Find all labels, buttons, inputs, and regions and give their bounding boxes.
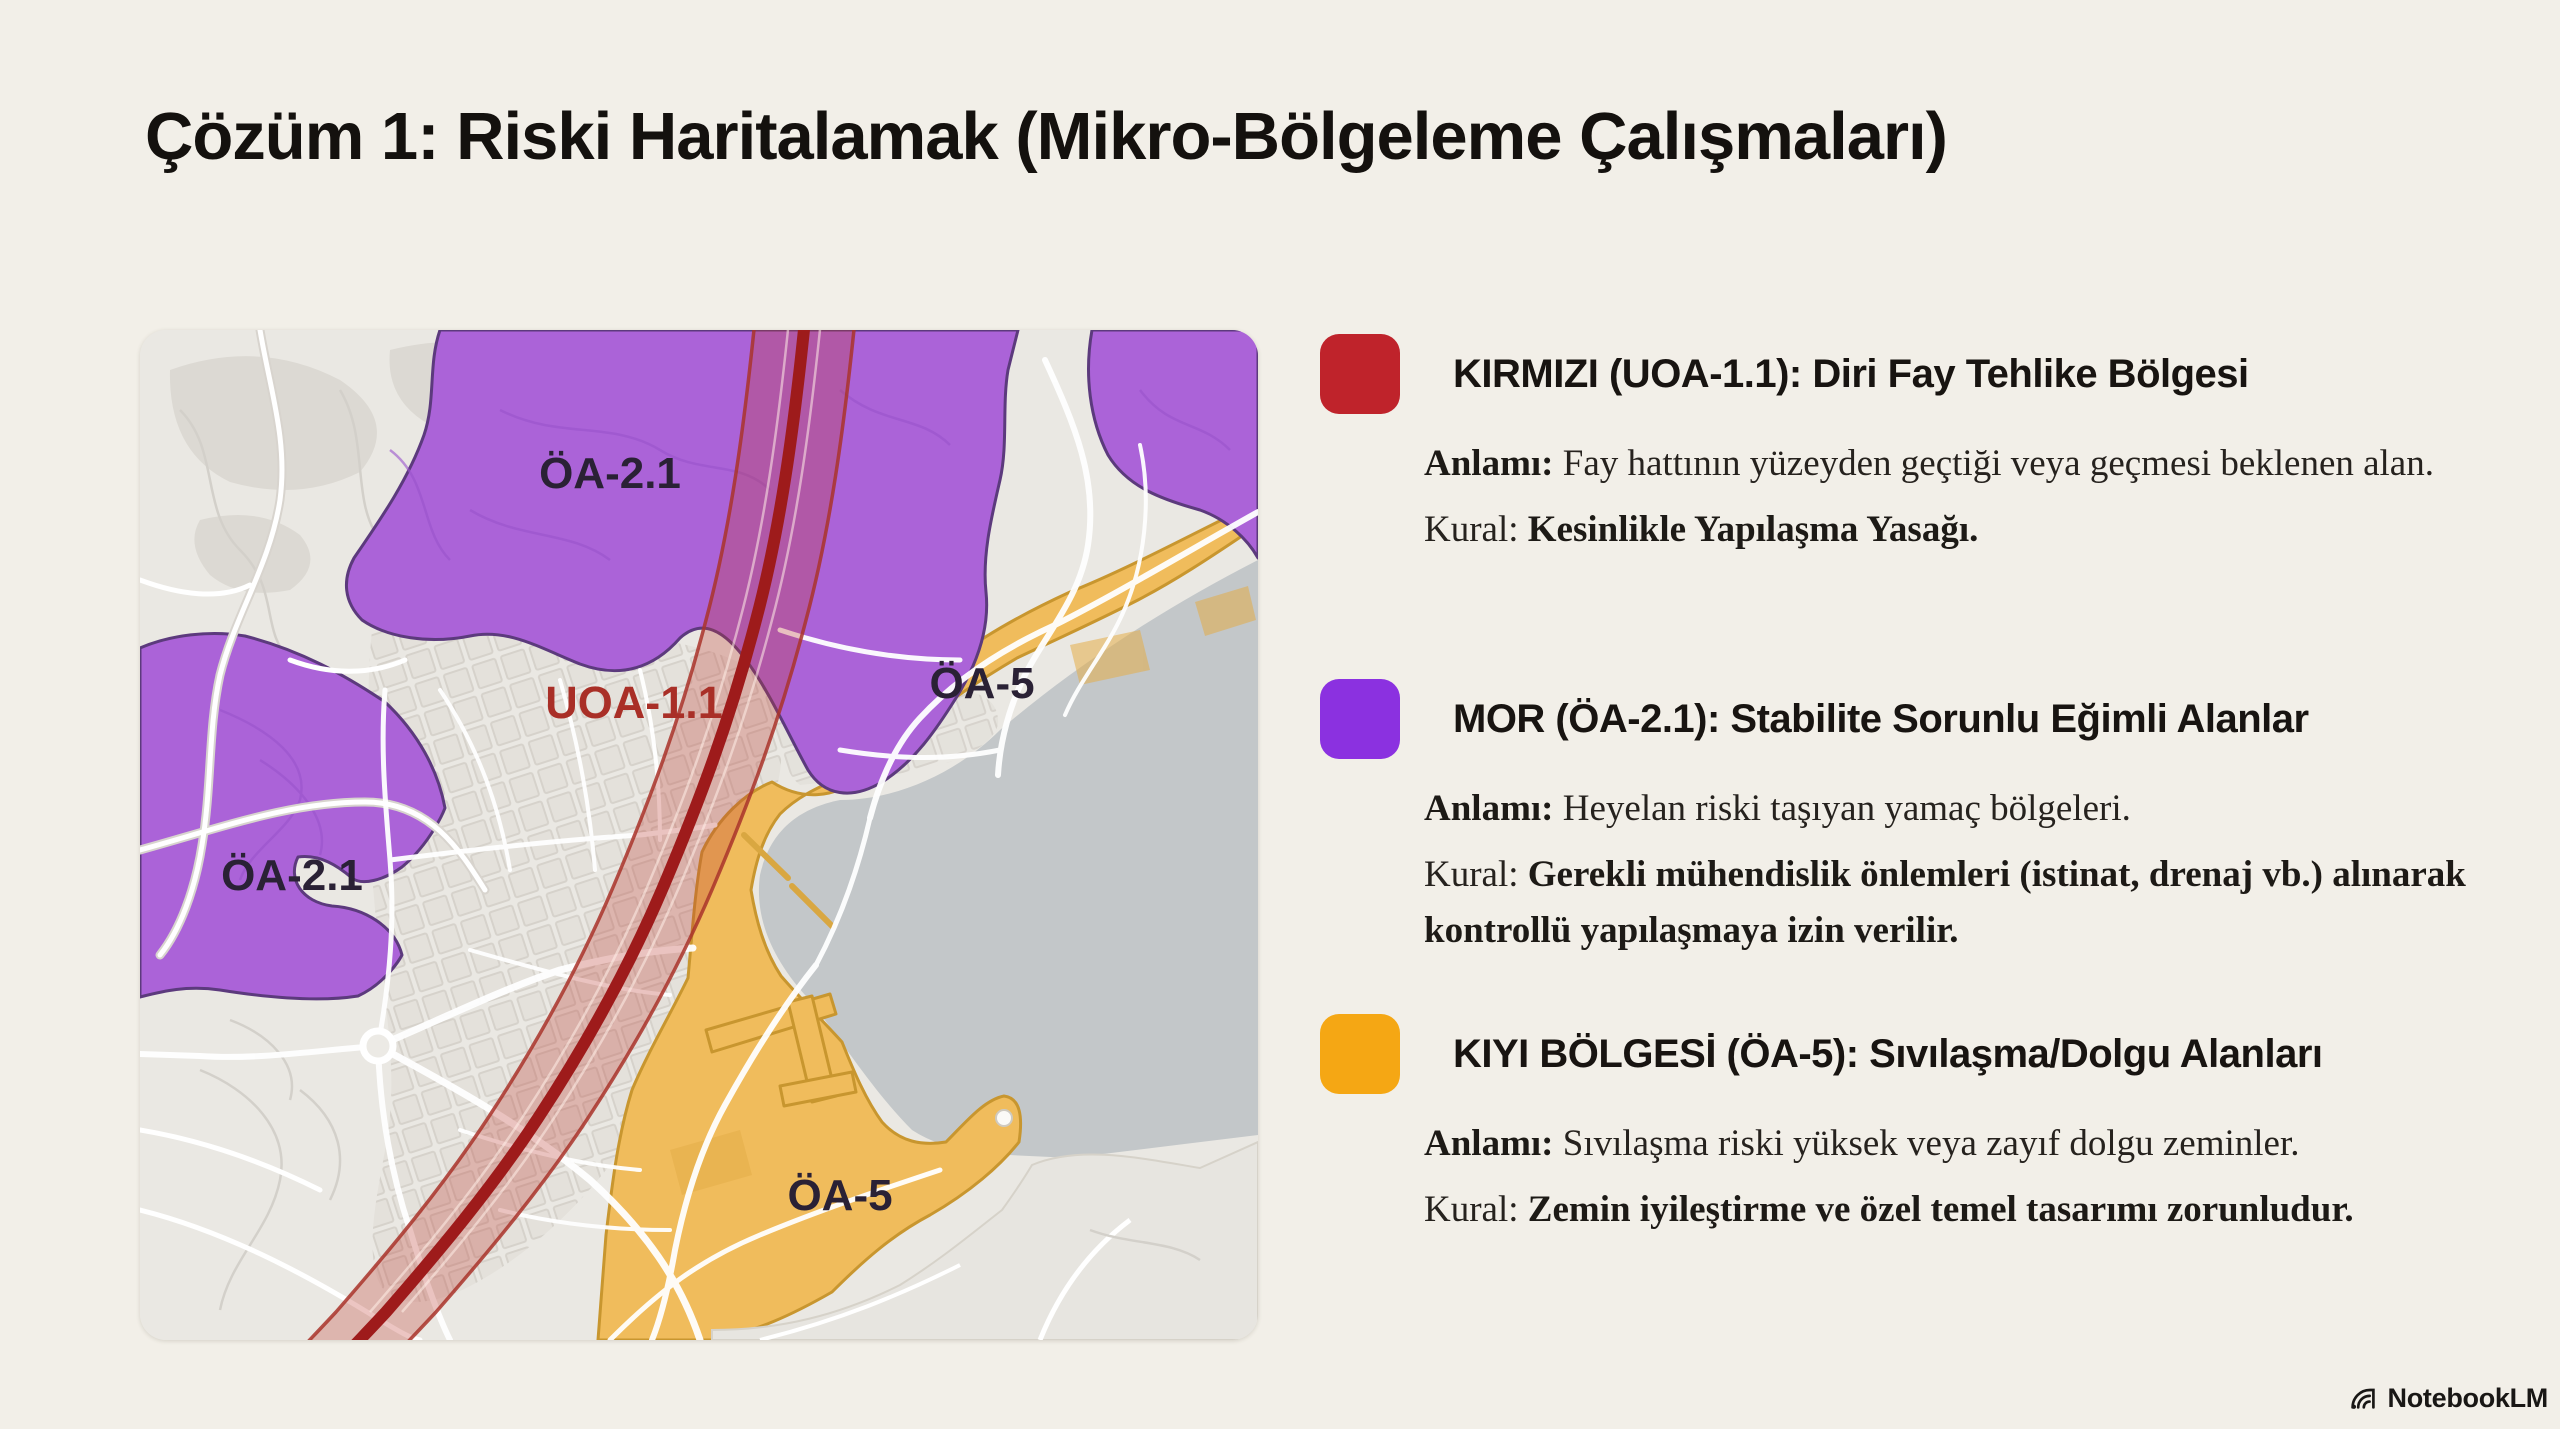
- notebooklm-logo-text: NotebookLM: [2387, 1382, 2548, 1413]
- roundabout: [363, 1031, 393, 1061]
- map-label-orange-upper: ÖA-5: [929, 659, 1035, 708]
- map-label-purple-left: ÖA-2.1: [221, 851, 363, 900]
- legend-rule-orange: Kural: Zemin iyileştirme ve özel temel tasarımı zorunludur.: [1424, 1189, 2354, 1230]
- legend-heading-red: KIRMIZI (UOA-1.1): Diri Fay Tehlike Bölgesi: [1453, 352, 2249, 396]
- red-swatch: [1320, 334, 1400, 414]
- legend-item-orange-coast: [1320, 1014, 2510, 1238]
- branding: [2347, 1378, 2548, 1418]
- legend-rule-purple: Kural: Gerekli mühendislik önlemleri (istinat, drenaj vb.) alınarak kontrollü yapılaşmaya izin verilir.: [1424, 854, 2466, 951]
- legend-heading-purple: MOR (ÖA-2.1): Stabilite Sorunlu Eğimli Alanlar: [1453, 697, 2309, 741]
- legend-meaning-orange: Anlamı: Sıvılaşma riski yüksek veya zayıf dolgu zeminler.: [1424, 1123, 2300, 1164]
- legend-rule-red: Kural: Kesinlikle Yapılaşma Yasağı.: [1424, 509, 1979, 550]
- microzoning-map: [140, 330, 1258, 1340]
- map-canvas: [140, 330, 1258, 1340]
- legend-item-purple-slopes: [1320, 679, 2510, 959]
- legend-meaning-red: Anlamı: Fay hattının yüzeyden geçtiği veya geçmesi beklenen alan.: [1424, 443, 2434, 484]
- legend-heading-orange: KIYI BÖLGESİ (ÖA-5): Sıvılaşma/Dolgu Alanları: [1453, 1032, 2323, 1076]
- legend-meaning-purple: Anlamı: Heyelan riski taşıyan yamaç bölgeleri.: [1424, 788, 2131, 829]
- map-label-fault: UOA-1.1: [545, 677, 723, 728]
- legend-item-red-fault: [1320, 334, 2510, 558]
- orange-swatch: [1320, 1014, 1400, 1094]
- notebooklm-logo-icon: [2347, 1382, 2379, 1414]
- legend: [1320, 334, 2510, 1374]
- page-title: Çözüm 1: Riski Haritalamak (Mikro-Bölgeleme Çalışmaları): [145, 99, 1947, 174]
- purple-swatch: [1320, 679, 1400, 759]
- map-label-purple-top: ÖA-2.1: [539, 449, 681, 498]
- map-label-orange-lower: ÖA-5: [787, 1171, 893, 1220]
